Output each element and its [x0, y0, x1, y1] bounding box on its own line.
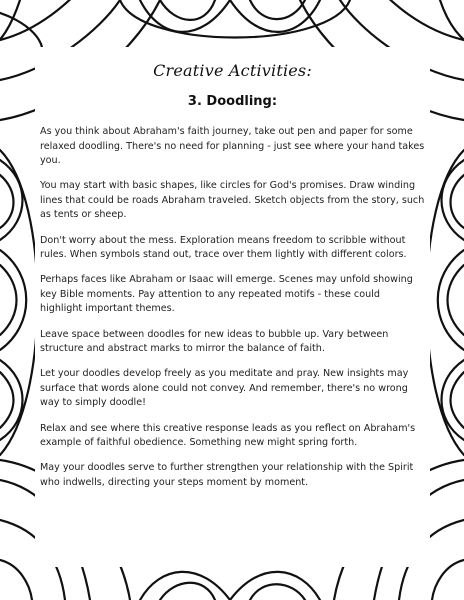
paragraph-7: Relax and see where this creative response leads as you reflect on Abraham's example of faithful obedience. Something new might spring forth. [40, 422, 416, 449]
paragraph-8: May your doodles serve to further strengthen your relationship with the Spirit who indwells, directing your steps moment by moment. [40, 462, 414, 488]
paragraph-2: You may start with basic shapes, like circles for God's promises. Draw winding lines that could be roads Abraham traveled. Sketch objects from the story, such as tents or sheep. [40, 180, 425, 221]
paragraph-6: Let your doodles develop freely as you meditate and pray. New insights may surface that words alone could not convey. And remember, there's no wrong way to simply doodle! [40, 368, 409, 409]
content-panel [35, 47, 430, 567]
paragraph-5: Leave space between doodles for new ideas to bubble up. Vary between structure and abstract marks to mirror the balance of faith. [40, 328, 389, 355]
section-title: 3. Doodling: [187, 94, 278, 109]
paragraph-3: Don't worry about the mess. Exploration means freedom to scribble without rules. When symbols stand out, trace over them lightly with different colors. [40, 234, 407, 261]
paragraph-1: As you think about Abraham's faith journey, take out pen and paper for some relaxed doodling. There's no need for planning - just see where your hand takes you. [40, 126, 425, 167]
paragraph-4: Perhaps faces like Abraham or Isaac will emerge. Scenes may unfold showing key Bible moments. Pay attention to any repeated motifs - these could highlight important themes. [40, 274, 413, 315]
page-heading: Creative Activities: [153, 61, 312, 80]
